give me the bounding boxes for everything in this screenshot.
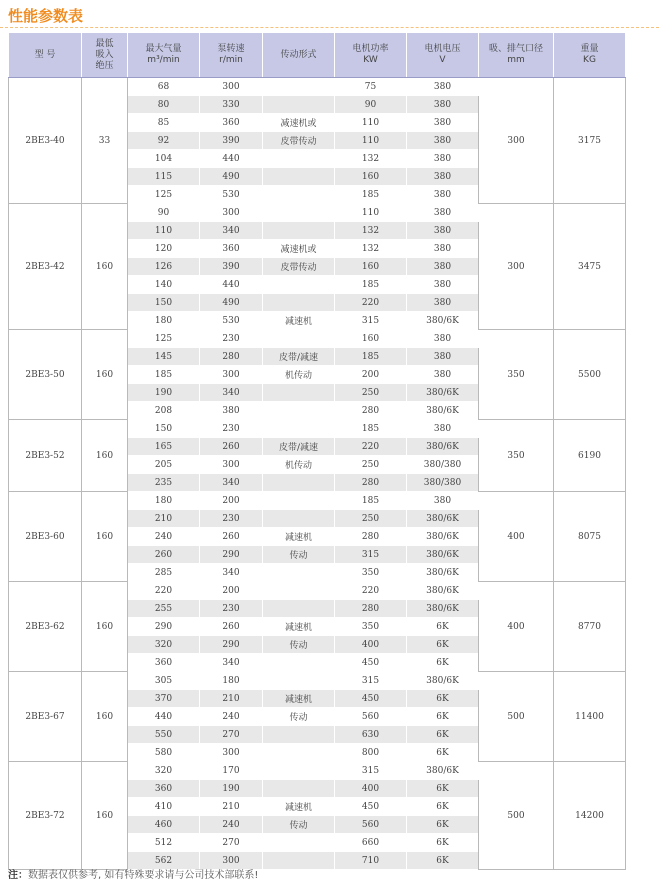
cell-power: 630: [335, 726, 407, 744]
cell-voltage: 380: [407, 366, 479, 384]
cell-voltage: 380: [407, 240, 479, 258]
cell-suction: 160: [82, 330, 128, 420]
cell-voltage: 6K: [407, 798, 479, 816]
cell-weight: 8770: [554, 582, 626, 672]
cell-drive: [263, 330, 335, 348]
cell-speed: 490: [200, 294, 263, 312]
cell-drive: 减速机或: [263, 240, 335, 258]
cell-port: 300: [479, 204, 554, 330]
cell-drive: [263, 726, 335, 744]
cell-drive: 传动: [263, 816, 335, 834]
title-divider: [0, 27, 659, 28]
cell-power: 450: [335, 798, 407, 816]
cell-voltage: 6K: [407, 618, 479, 636]
cell-power: 315: [335, 546, 407, 564]
cell-air: 92: [128, 132, 200, 150]
cell-air: 255: [128, 600, 200, 618]
cell-voltage: 380/6K: [407, 762, 479, 780]
cell-air: 120: [128, 240, 200, 258]
footnote: 注：数据表仅供参考, 如有特殊要求请与公司技术部联系!: [8, 870, 259, 881]
cell-power: 400: [335, 780, 407, 798]
cell-air: 460: [128, 816, 200, 834]
cell-power: 132: [335, 150, 407, 168]
cell-suction: 33: [82, 78, 128, 204]
cell-speed: 530: [200, 312, 263, 330]
cell-air: 360: [128, 780, 200, 798]
cell-air: 320: [128, 762, 200, 780]
cell-port: 500: [479, 762, 554, 870]
cell-power: 160: [335, 258, 407, 276]
cell-drive: [263, 780, 335, 798]
cell-air: 165: [128, 438, 200, 456]
cell-voltage: 380/6K: [407, 402, 479, 420]
cell-air: 68: [128, 78, 200, 96]
table-row: [9, 330, 626, 348]
cell-drive: 减速机: [263, 690, 335, 708]
cell-drive: [263, 420, 335, 438]
cell-air: 140: [128, 276, 200, 294]
cell-air: 220: [128, 582, 200, 600]
cell-speed: 230: [200, 600, 263, 618]
cell-drive: [263, 150, 335, 168]
cell-power: 75: [335, 78, 407, 96]
cell-drive: [263, 402, 335, 420]
cell-air: 440: [128, 708, 200, 726]
cell-suction: 160: [82, 762, 128, 870]
cell-speed: 280: [200, 348, 263, 366]
cell-port: 300: [479, 78, 554, 204]
cell-model: 2BE3-62: [9, 582, 82, 672]
cell-power: 660: [335, 834, 407, 852]
cell-power: 90: [335, 96, 407, 114]
cell-suction: 160: [82, 582, 128, 672]
cell-air: 320: [128, 636, 200, 654]
cell-air: 512: [128, 834, 200, 852]
cell-drive: 传动: [263, 546, 335, 564]
cell-air: 104: [128, 150, 200, 168]
cell-voltage: 380: [407, 150, 479, 168]
cell-drive: 减速机或: [263, 114, 335, 132]
cell-port: 350: [479, 420, 554, 492]
cell-power: 185: [335, 348, 407, 366]
cell-voltage: 380: [407, 168, 479, 186]
cell-power: 280: [335, 528, 407, 546]
col-speed: 泵转速 r/min: [200, 33, 263, 78]
cell-drive: 传动: [263, 708, 335, 726]
cell-speed: 300: [200, 456, 263, 474]
cell-power: 350: [335, 618, 407, 636]
cell-voltage: 380/6K: [407, 510, 479, 528]
cell-power: 110: [335, 204, 407, 222]
cell-power: 110: [335, 132, 407, 150]
cell-power: 250: [335, 456, 407, 474]
cell-power: 450: [335, 654, 407, 672]
col-suction: 最低吸入绝压: [82, 33, 128, 78]
cell-voltage: 380/6K: [407, 564, 479, 582]
cell-power: 185: [335, 492, 407, 510]
cell-power: 315: [335, 312, 407, 330]
cell-voltage: 6K: [407, 726, 479, 744]
cell-drive: [263, 834, 335, 852]
cell-power: 250: [335, 510, 407, 528]
cell-speed: 300: [200, 852, 263, 870]
cell-power: 220: [335, 294, 407, 312]
cell-air: 208: [128, 402, 200, 420]
cell-speed: 200: [200, 582, 263, 600]
cell-speed: 190: [200, 780, 263, 798]
col-model: 型 号: [9, 33, 82, 78]
cell-air: 260: [128, 546, 200, 564]
cell-drive: [263, 96, 335, 114]
cell-speed: 290: [200, 636, 263, 654]
cell-power: 560: [335, 708, 407, 726]
cell-voltage: 380: [407, 132, 479, 150]
cell-power: 710: [335, 852, 407, 870]
table-row: [9, 204, 626, 222]
cell-power: 185: [335, 420, 407, 438]
col-voltage: 电机电压 V: [407, 33, 479, 78]
cell-power: 280: [335, 600, 407, 618]
cell-air: 180: [128, 312, 200, 330]
cell-air: 580: [128, 744, 200, 762]
cell-voltage: 380: [407, 492, 479, 510]
cell-voltage: 380/6K: [407, 546, 479, 564]
cell-air: 180: [128, 492, 200, 510]
cell-speed: 490: [200, 168, 263, 186]
cell-weight: 8075: [554, 492, 626, 582]
cell-drive: 减速机: [263, 312, 335, 330]
cell-speed: 300: [200, 204, 263, 222]
cell-voltage: 380/6K: [407, 528, 479, 546]
cell-voltage: 380: [407, 96, 479, 114]
cell-air: 185: [128, 366, 200, 384]
cell-speed: 300: [200, 366, 263, 384]
cell-power: 315: [335, 762, 407, 780]
cell-speed: 210: [200, 690, 263, 708]
cell-voltage: 380/380: [407, 474, 479, 492]
cell-speed: 230: [200, 420, 263, 438]
cell-speed: 360: [200, 114, 263, 132]
cell-speed: 380: [200, 402, 263, 420]
cell-speed: 260: [200, 528, 263, 546]
cell-power: 400: [335, 636, 407, 654]
performance-table: [8, 32, 626, 870]
table-row: [9, 420, 626, 438]
cell-speed: 340: [200, 654, 263, 672]
cell-air: 150: [128, 420, 200, 438]
col-weight: 重量 KG: [554, 33, 626, 78]
cell-speed: 300: [200, 744, 263, 762]
cell-port: 400: [479, 582, 554, 672]
cell-voltage: 380/6K: [407, 312, 479, 330]
cell-weight: 14200: [554, 762, 626, 870]
cell-drive: [263, 384, 335, 402]
cell-drive: [263, 852, 335, 870]
cell-drive: [263, 672, 335, 690]
cell-speed: 340: [200, 474, 263, 492]
cell-air: 285: [128, 564, 200, 582]
cell-drive: [263, 186, 335, 204]
cell-speed: 290: [200, 546, 263, 564]
cell-air: 126: [128, 258, 200, 276]
cell-drive: 机传动: [263, 366, 335, 384]
cell-air: 90: [128, 204, 200, 222]
cell-model: 2BE3-67: [9, 672, 82, 762]
cell-air: 550: [128, 726, 200, 744]
cell-drive: 传动: [263, 636, 335, 654]
cell-suction: 160: [82, 492, 128, 582]
cell-speed: 200: [200, 492, 263, 510]
cell-power: 220: [335, 582, 407, 600]
cell-air: 290: [128, 618, 200, 636]
cell-speed: 390: [200, 258, 263, 276]
cell-air: 110: [128, 222, 200, 240]
cell-air: 125: [128, 186, 200, 204]
cell-voltage: 380/6K: [407, 672, 479, 690]
cell-air: 235: [128, 474, 200, 492]
cell-air: 370: [128, 690, 200, 708]
col-power: 电机功率 KW: [335, 33, 407, 78]
col-port: 吸、排气口径 mm: [479, 33, 554, 78]
cell-voltage: 380/380: [407, 456, 479, 474]
cell-drive: [263, 600, 335, 618]
cell-power: 132: [335, 240, 407, 258]
cell-drive: [263, 744, 335, 762]
cell-suction: 160: [82, 672, 128, 762]
cell-speed: 530: [200, 186, 263, 204]
cell-voltage: 380: [407, 348, 479, 366]
cell-voltage: 380: [407, 420, 479, 438]
cell-speed: 440: [200, 150, 263, 168]
cell-voltage: 6K: [407, 654, 479, 672]
cell-port: 400: [479, 492, 554, 582]
cell-speed: 340: [200, 222, 263, 240]
cell-voltage: 380: [407, 276, 479, 294]
cell-voltage: 380/6K: [407, 582, 479, 600]
cell-drive: 机传动: [263, 456, 335, 474]
cell-drive: [263, 762, 335, 780]
cell-voltage: 380: [407, 294, 479, 312]
cell-speed: 240: [200, 816, 263, 834]
cell-drive: [263, 474, 335, 492]
header-row: [9, 33, 626, 78]
cell-speed: 260: [200, 618, 263, 636]
cell-suction: 160: [82, 204, 128, 330]
cell-drive: [263, 78, 335, 96]
cell-model: 2BE3-50: [9, 330, 82, 420]
cell-air: 115: [128, 168, 200, 186]
table-row: [9, 672, 626, 690]
cell-power: 185: [335, 276, 407, 294]
col-drive: 传动形式: [263, 33, 335, 78]
cell-drive: 减速机: [263, 618, 335, 636]
cell-drive: [263, 492, 335, 510]
cell-air: 205: [128, 456, 200, 474]
cell-drive: [263, 654, 335, 672]
cell-drive: [263, 222, 335, 240]
cell-voltage: 380: [407, 204, 479, 222]
cell-weight: 3175: [554, 78, 626, 204]
cell-model: 2BE3-72: [9, 762, 82, 870]
cell-drive: 皮带/减速: [263, 438, 335, 456]
cell-speed: 210: [200, 798, 263, 816]
cell-speed: 170: [200, 762, 263, 780]
cell-speed: 270: [200, 834, 263, 852]
cell-power: 450: [335, 690, 407, 708]
table-body: [9, 78, 626, 870]
cell-voltage: 380: [407, 258, 479, 276]
cell-voltage: 380: [407, 78, 479, 96]
cell-voltage: 380: [407, 222, 479, 240]
cell-power: 280: [335, 402, 407, 420]
cell-drive: 减速机: [263, 528, 335, 546]
cell-voltage: 380: [407, 186, 479, 204]
cell-suction: 160: [82, 420, 128, 492]
cell-voltage: 6K: [407, 690, 479, 708]
cell-voltage: 380: [407, 330, 479, 348]
cell-weight: 11400: [554, 672, 626, 762]
cell-voltage: 6K: [407, 744, 479, 762]
cell-power: 185: [335, 186, 407, 204]
cell-power: 200: [335, 366, 407, 384]
cell-speed: 340: [200, 564, 263, 582]
cell-voltage: 6K: [407, 852, 479, 870]
cell-drive: [263, 168, 335, 186]
cell-model: 2BE3-42: [9, 204, 82, 330]
cell-power: 350: [335, 564, 407, 582]
cell-power: 110: [335, 114, 407, 132]
cell-speed: 230: [200, 510, 263, 528]
cell-port: 500: [479, 672, 554, 762]
cell-weight: 5500: [554, 330, 626, 420]
cell-voltage: 6K: [407, 708, 479, 726]
cell-voltage: 380: [407, 114, 479, 132]
cell-power: 160: [335, 330, 407, 348]
cell-power: 315: [335, 672, 407, 690]
cell-drive: 皮带传动: [263, 258, 335, 276]
cell-air: 562: [128, 852, 200, 870]
cell-voltage: 380/6K: [407, 384, 479, 402]
cell-air: 240: [128, 528, 200, 546]
table-row: [9, 762, 626, 780]
cell-drive: [263, 204, 335, 222]
cell-drive: 减速机: [263, 798, 335, 816]
cell-voltage: 380/6K: [407, 438, 479, 456]
cell-model: 2BE3-52: [9, 420, 82, 492]
cell-drive: [263, 276, 335, 294]
cell-speed: 260: [200, 438, 263, 456]
cell-air: 125: [128, 330, 200, 348]
cell-speed: 330: [200, 96, 263, 114]
cell-power: 560: [335, 816, 407, 834]
cell-voltage: 6K: [407, 816, 479, 834]
table-row: [9, 78, 626, 96]
cell-weight: 3475: [554, 204, 626, 330]
cell-air: 150: [128, 294, 200, 312]
cell-weight: 6190: [554, 420, 626, 492]
cell-speed: 440: [200, 276, 263, 294]
cell-speed: 180: [200, 672, 263, 690]
cell-air: 80: [128, 96, 200, 114]
cell-voltage: 6K: [407, 636, 479, 654]
cell-port: 350: [479, 330, 554, 420]
cell-speed: 360: [200, 240, 263, 258]
cell-air: 210: [128, 510, 200, 528]
cell-drive: [263, 564, 335, 582]
page-title: 性能参数表: [8, 7, 84, 25]
cell-speed: 390: [200, 132, 263, 150]
cell-speed: 340: [200, 384, 263, 402]
cell-speed: 270: [200, 726, 263, 744]
cell-model: 2BE3-40: [9, 78, 82, 204]
cell-voltage: 6K: [407, 780, 479, 798]
cell-power: 280: [335, 474, 407, 492]
cell-voltage: 380/6K: [407, 600, 479, 618]
table-row: [9, 492, 626, 510]
cell-model: 2BE3-60: [9, 492, 82, 582]
cell-air: 85: [128, 114, 200, 132]
cell-voltage: 6K: [407, 834, 479, 852]
cell-air: 410: [128, 798, 200, 816]
cell-drive: 皮带/减速: [263, 348, 335, 366]
cell-drive: [263, 294, 335, 312]
col-air: 最大气量 m³/min: [128, 33, 200, 78]
cell-air: 360: [128, 654, 200, 672]
cell-speed: 230: [200, 330, 263, 348]
cell-drive: 皮带传动: [263, 132, 335, 150]
cell-power: 160: [335, 168, 407, 186]
cell-drive: [263, 510, 335, 528]
cell-air: 145: [128, 348, 200, 366]
cell-air: 190: [128, 384, 200, 402]
cell-air: 305: [128, 672, 200, 690]
cell-drive: [263, 582, 335, 600]
table-row: [9, 582, 626, 600]
cell-speed: 300: [200, 78, 263, 96]
cell-power: 220: [335, 438, 407, 456]
cell-speed: 240: [200, 708, 263, 726]
cell-power: 132: [335, 222, 407, 240]
cell-power: 800: [335, 744, 407, 762]
cell-power: 250: [335, 384, 407, 402]
